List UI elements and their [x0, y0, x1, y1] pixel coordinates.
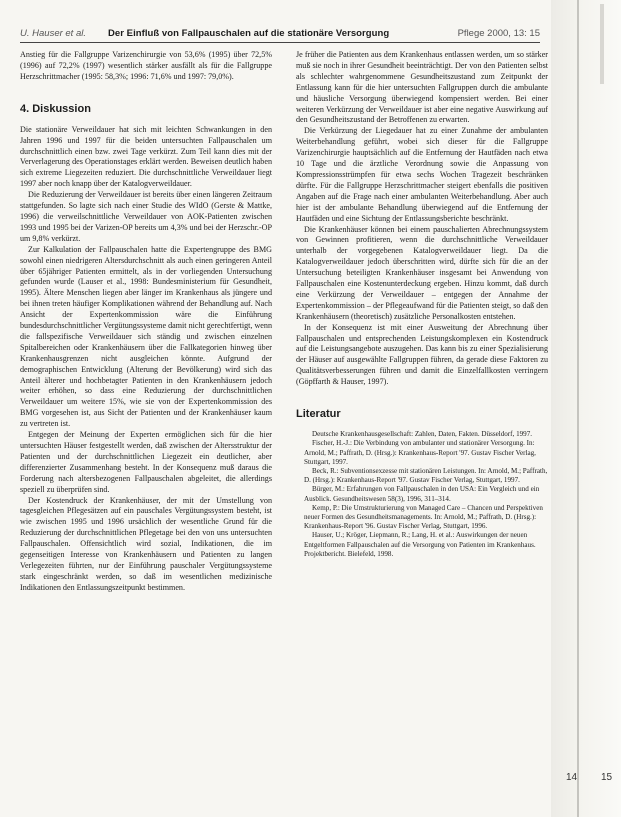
intro-paragraph: Anstieg für die Fallgruppe Varizenchirurgie von 53,6% (1995) über 72,5% (1996) auf 72,2% (1997) wesentlich stärker ausfällt als für die Fallgruppe Herzschrittmacher (1995: 58,3%; 1996: 71,6% und 1997: 79,0%).	[20, 50, 272, 81]
reference-item: Hauser, U.; Kröger, Liepmann, R.; Lang, H. et al.: Auswirkungen der neuen Entgeltformen Fallpauschalen auf die Versorgung von Patienten im Krankenhaus. Projektbericht. Bielefeld, 1998.	[304, 531, 536, 558]
reference-list	[296, 430, 548, 559]
header-author: U. Hauser et al.	[20, 28, 86, 39]
body-paragraph: In der Konsequenz ist mit einer Ausweitung der Abrechnung über Fallpauschalen und entsprechenden Leistungskomplexen ein Kostendruck auf die Leistungsangebote auszugehen. Das kann bis zu einer Spezialisierung der Häuser auf ausgewählte Fallgruppen führen, da gerade diese Faktoren zu Qualitätsverbesserungen führen und damit die Einzelfallkosten verringern (Göpffarth & Hauser, 1997).	[296, 322, 548, 387]
body-paragraph: Die stationäre Verweildauer hat sich mit leichten Schwankungen in den Jahren 1996 und 1997 für die beiden untersuchten Fallpauschalen um durchschnittlich einen bzw. zwei Tage verkürzt. Zum Teil kann dies mit der Ververlagerung des Operationstages erklärt werden. Beweisen deutlich haben sich extreme Liegezeiten reduziert. Die durchschnittliche Verweildauer liegt 1997 aber noch knapp über der Katalogverweildauer.	[20, 124, 272, 189]
running-header	[20, 28, 540, 42]
section-heading-discussion: 4. Diskussion	[20, 102, 91, 115]
body-paragraph: Zur Kalkulation der Fallpauschalen hatte die Expertengruppe des BMG sowohl einen niedrigeren Altersdurchschnitt als auch einen geringeren Anteil über 65jähriger Patienten ermittelt, als in der vorliegenden Untersuchung gefunden wurde (Lauser et al., 1998: Bundesministerium für Gesundheit, 1995). Ältere Menschen liegen aber länger im Krankenhaus als jüngere und bei ihnen treten häufiger Komplikationen während der Behandlung auf. Nach Ansicht der Expertenkommission wäre die Einführung bundesdurchschnittlicher Vergütungssysteme damit nicht gerechtfertigt, wenn die fallspezifische Verweildauer sich ständig und zwischen einzelnen Spitalbereichen oder Krankenhäusern über die Fallkategorien hinweg über Krankenhausgrenzen nicht ausgleichen könnte. Aufgrund der demographischen Entwicklung (Alterung der Bevölkerung) wird sich das Anteil älterer und hochbetagter Patienten in den Krankenhäusern jedoch weiter erhöhen, so dass eine Reduzierung der durchschnittlichen Verweildauer um weitere 15%, wie sie von der Expertenkommission des BMG vorgesehen ist, aus Sicht der Patienten und der Krankenhäuser kaum zu vertreten ist.	[20, 244, 272, 429]
right-column	[296, 50, 548, 559]
book-gutter-shadow	[551, 0, 621, 817]
section-heading-references: Literatur	[296, 408, 341, 421]
body-paragraph: Die Verkürzung der Liegedauer hat zu einer Zunahme der ambulanten Weiterbehandlung geführt, wobei sich dieser für die Fallgruppe Varizenchirurgie hauptsächlich auf die Entfernung der Hautfäden nach etwa 10 Tage und die ärztliche Verordnung sowie die Anpassung von Kompressionsstrümpfen für etwa sechs Wochen Tragezeit beschränken dürfte. Für die Fallgruppe Herzschrittmacher steigert ebenfalls die positiven Angaben auf die Frage nach einer ambulanten Weiterbehandlung. Aber auch hier ist der ambulante Behandlung überwiegend auf die Entfernung der Hautfäden und eine Sichtung der Entlassungsberichte beschränkt.	[296, 126, 548, 223]
page-edge-tab	[600, 4, 604, 84]
header-journal-ref: Pflege 2000, 13: 15	[457, 28, 540, 39]
reference-item: Kemp, P.: Die Umstrukturierung von Managed Care – Chancen und Perspektiven neuer Formen des Gesundheitsmanagements. In: Arnold, M.; Paffrath, D. (Hrsg.): Krankenhaus-Report '96. Gustav Fischer Verlag, Stuttgart, 1996.	[304, 503, 543, 531]
body-paragraph: Die Reduzierung der Verweildauer ist bereits über einen längeren Zeitraum stattgefunden. So lagte sich nach einer Studie des WIdO (Gerste & Mattke, 1996) die verweilschnittliche Verweildauer von AOK-Patienten zwischen 1993 und 1995 bei der Varizen-OP bereits um 4,3% und bei der Herzschr.-OP um 9,8% verkürzt.	[20, 190, 272, 243]
reference-item: Fischer, H.-J.: Die Verbindung von ambulanter und stationärer Versorgung. In: Arnold, M.; Paffrath, D. (Hrsg.): Krankenhaus-Report '97. Gustav Fischer Verlag, Stuttgart, 1997.	[304, 439, 536, 466]
left-column	[20, 50, 272, 594]
reference-item: Deutsche Krankenhausgesellschaft: Zahlen, Daten, Fakten. Düsseldorf, 1997.	[312, 430, 533, 439]
body-paragraph: Der Kostendruck der Krankenhäuser, der mit der Umstellung von tagesgleichen Pflegesätzen auf ein pauschales Vergütungssystem besteht, ist wie zwischen 1995 und 1996 ursächlich der wesentliche Grund für die Reduzierung der durchschnittlichen Pflegetage bei den von uns untersuchten Fallpauschalen. Offensichtlich wird sozial, Indikationen, die im gegenseitigen Interesse von Krankenhäusern und Patienten zu langen Verlegezeiten führten, nur der Einführung pauschaler Vergütungssysteme stark eingeschränkt werden, so daß im wesentlichen medizinische Indikationen den Entlassungszeitpunkt bestimmen.	[20, 495, 272, 592]
page-number-left: 14	[566, 772, 578, 783]
body-paragraph: Je früher die Patienten aus dem Krankenhaus entlassen werden, um so stärker muß sie noch in ihrer Gesundheit beeinträchtigt. Der von den Patienten selbst als schlechter wahrgenommene Gesundheitszustand zum Zeitpunkt der Entlassung kann für die hier untersuchten Fallgruppen durch die ambulante und häusliche Versorgung überwiegend kompensiert werden. Bei einer weiteren Verkürzung der Verweildauer ist aber eine negative Auswirkung auf den Gesundheitszustand der Betroffenen zu erwarten.	[296, 50, 548, 125]
header-title: Der Einfluß von Fallpauschalen auf die stationäre Versorgung	[108, 28, 390, 39]
body-paragraph: Entgegen der Meinung der Experten ermöglichen sich für die hier untersuchten Häuser festgestellt werden, daß zwischen der Altersstruktur der Patienten und der durchschnittlichen Liegezeit ein deutlicher, aber differenzierter Zusammenhang besteht. In der Konsequenz muß daraus die Forderung nach altersbezogenen Fallpauschalen abgeleitet, die allerdings speziell zu überprüfen sind.	[20, 430, 272, 494]
page-number-right: 15	[601, 772, 613, 783]
body-paragraph: Die Krankenhäuser können bei einem pauschalierten Abrechnungssystem von Gewinnen profitieren, wenn die durchschnittliche Verweildauer unterhalb der vorgegebenen Katalogverweildauer liegt. Da die Katalogverweildauer jedoch überschritten wird, dürfte sich für die an der Untersuchung beteiligten Krankenhäuser insgesamt bei Anwendung von Fallpauschalen eine Kostenunterdeckung ergeben. Hinzu kommt, daß durch eine Verkürzung der Verweildauer – entgegen der Annahme der Expertenkommission – der Pflegeaufwand für die Patienten steigt, so daß den Krankenhäusern (theoretisch) zusätzliche Personalkosten entstehen.	[296, 224, 548, 321]
header-rule	[20, 42, 540, 43]
page-edge-line	[577, 0, 579, 817]
reference-item: Beck, R.: Subventionsexzesse mit stationären Leistungen. In: Arnold, M.; Paffrath, D. (Hrsg.): Krankenhaus-Report '97. Gustav Fischer Verlag, Stuttgart, 1997.	[304, 466, 548, 485]
reference-item: Bürger, M.: Erfahrungen von Fallpauschalen in den USA: Ein Vergleich und ein Ausblick. Gesundheitswesen 58(3), 1996, 311–314.	[304, 485, 540, 503]
